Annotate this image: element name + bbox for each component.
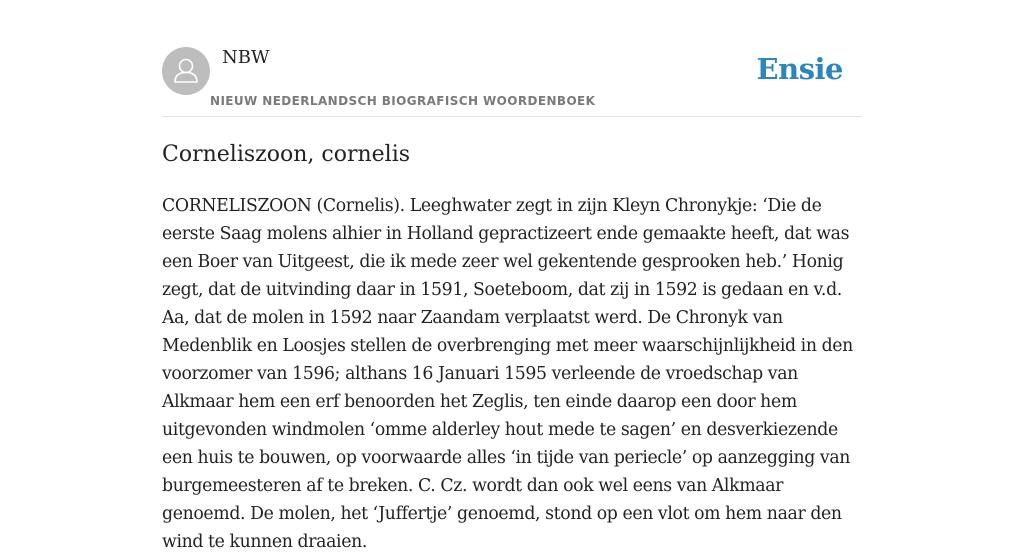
article-title: Corneliszoon, cornelis bbox=[162, 142, 411, 167]
brand-logo[interactable]: Ensie bbox=[756, 52, 843, 86]
avatar[interactable] bbox=[162, 47, 210, 95]
site-name[interactable]: NBW bbox=[222, 47, 270, 68]
article-body: CORNELISZOON (Cornelis). Leeghwater zegt in zijn Kleyn Chronykje: ‘Die de eerste Saag molens alhier in Holland gepractizeert ende gemaakte heeft, dat was een Boer van Uitgeest, die ik mede zeer wel gekentende gesprooken heb.’ Honig zegt, dat de uitvinding daar in 1591, Soeteboom, dat zij in 1592 is gedaan en v.d. Aa, dat de molen in 1592 naar Zaandam verplaatst werd. De Chronyk van Medenblik en Loosjes stellen de overbrenging met meer waarschijnlijkheid in den voorzomer van 1596; althans 16 Januari 1595 verleende de vroedschap van Alkmaar hem een erf benoorden het Zeglis, ten einde daarop een door hem uitgevonden windmolen ‘omme alderley hout mede te sagen’ en desverkiezende een huis te bouwen, op voorwaarde alles ‘in tijde van periecle’ op aanzegging van burgemeesteren af te breken. C. Cz. wordt dan ook wel eens van Alkmaar genoemd. De molen, het ‘Juffertje’ genoemd, stond op een vlot om hem naar den wind te kunnen draaien. bbox=[162, 196, 853, 552]
site-header bbox=[162, 47, 862, 117]
user-icon bbox=[162, 47, 210, 95]
site-subtitle: NIEUW NEDERLANDSCH BIOGRAFISCH WOORDENBOEK bbox=[210, 94, 596, 108]
